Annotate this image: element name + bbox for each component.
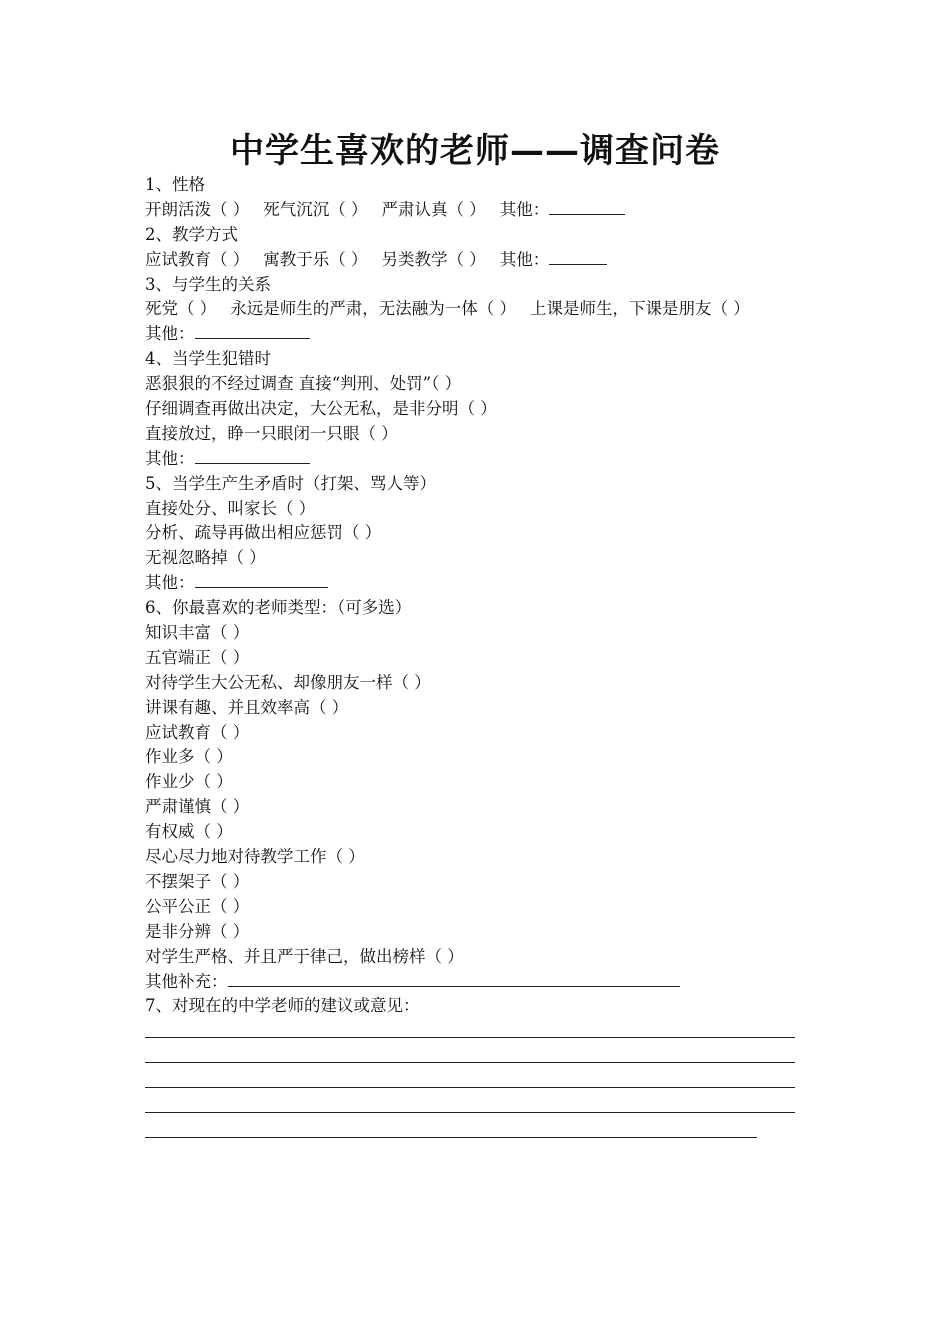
option-checkbox[interactable]: 对待学生大公无私、却像朋友一样（ ） xyxy=(145,672,431,692)
answer-line[interactable] xyxy=(145,1019,815,1044)
option-checkbox[interactable]: 讲课有趣、并且效率高（ ） xyxy=(145,697,349,717)
question-3-other xyxy=(145,322,815,347)
option-checkbox[interactable]: 分析、疏导再做出相应惩罚（ ） xyxy=(145,523,382,543)
option-checkbox[interactable]: 作业少（ ） xyxy=(145,772,233,792)
option-checkbox[interactable]: 尽心尽力地对待教学工作（ ） xyxy=(145,847,365,867)
option-checkbox[interactable]: 有权威（ ） xyxy=(145,822,233,842)
question-4-heading: 4、当学生犯错时 xyxy=(145,349,271,369)
other-blank-field[interactable] xyxy=(195,447,310,464)
other-label: 其他： xyxy=(145,448,195,468)
answer-line[interactable] xyxy=(145,1044,815,1069)
question-6-other xyxy=(145,970,815,995)
option-checkbox[interactable]: 开朗活泼（ ） xyxy=(145,199,250,219)
option-checkbox[interactable]: 另类教学（ ） xyxy=(381,249,486,269)
other-blank-field[interactable] xyxy=(549,248,607,265)
option-checkbox[interactable]: 严肃谨慎（ ） xyxy=(145,797,250,817)
option-checkbox[interactable]: 公平公正（ ） xyxy=(145,896,250,916)
question-5-other xyxy=(145,571,815,596)
answer-line[interactable] xyxy=(145,1119,815,1144)
other-label: 其他： xyxy=(145,324,195,344)
document-title: 中学生喜欢的老师——调查问卷 xyxy=(230,131,720,171)
other-label: 其他： xyxy=(499,199,550,219)
option-checkbox[interactable]: 严肃认真（ ） xyxy=(381,199,486,219)
other-label: 其他补充： xyxy=(145,971,228,991)
option-checkbox[interactable]: 寓教于乐（ ） xyxy=(263,249,368,269)
option-checkbox[interactable]: 对学生严格、并且严于律己，做出榜样（ ） xyxy=(145,946,464,966)
option-checkbox[interactable]: 上课是师生，下课是朋友（ ） xyxy=(530,299,750,319)
option-checkbox[interactable]: 仔细调查再做出决定，大公无私，是非分明（ ） xyxy=(145,399,497,419)
answer-line[interactable] xyxy=(145,1094,815,1119)
option-checkbox[interactable]: 无视忽略掉（ ） xyxy=(145,548,266,568)
question-7-heading: 7、对现在的中学老师的建议或意见： xyxy=(145,996,420,1016)
other-label: 其他： xyxy=(145,573,195,593)
option-checkbox[interactable]: 死气沉沉（ ） xyxy=(263,199,368,219)
option-checkbox[interactable]: 死党（ ） xyxy=(145,299,217,319)
question-5-heading: 5、当学生产生矛盾时（打架、骂人等） xyxy=(145,473,436,493)
option-checkbox[interactable]: 不摆架子（ ） xyxy=(145,871,250,891)
other-blank-field[interactable] xyxy=(195,571,328,588)
question-1-heading: 1、性格 xyxy=(145,175,205,194)
option-checkbox[interactable]: 应试教育（ ） xyxy=(145,249,250,269)
question-4-other xyxy=(145,447,815,472)
question-3-options xyxy=(145,297,815,322)
question-2-options xyxy=(145,248,815,273)
question-6-heading: 6、你最喜欢的老师类型：（可多选） xyxy=(145,598,412,618)
other-blank-field[interactable] xyxy=(549,198,625,215)
option-checkbox[interactable]: 知识丰富（ ） xyxy=(145,623,250,643)
option-checkbox[interactable]: 永远是师生的严肃，无法融为一体（ ） xyxy=(230,299,516,319)
answer-line[interactable] xyxy=(145,1069,815,1094)
option-checkbox[interactable]: 应试教育（ ） xyxy=(145,722,250,742)
option-checkbox[interactable]: 五官端正（ ） xyxy=(145,647,250,667)
survey-content xyxy=(145,173,815,1144)
other-label: 其他： xyxy=(499,249,550,269)
other-blank-field[interactable] xyxy=(228,970,680,987)
option-checkbox[interactable]: 是非分辨（ ） xyxy=(145,921,250,941)
other-blank-field[interactable] xyxy=(195,322,310,339)
option-checkbox[interactable]: 作业多（ ） xyxy=(145,747,233,767)
option-checkbox[interactable]: 恶狠狠的不经过调查 直接“判刑、处罚”（ ） xyxy=(145,374,462,394)
option-checkbox[interactable]: 直接处分、叫家长（ ） xyxy=(145,498,316,518)
question-3-heading: 3、与学生的关系 xyxy=(145,274,271,294)
option-checkbox[interactable]: 直接放过，睁一只眼闭一只眼（ ） xyxy=(145,423,398,443)
question-2-heading: 2、教学方式 xyxy=(145,224,238,244)
question-1-options xyxy=(145,198,815,223)
